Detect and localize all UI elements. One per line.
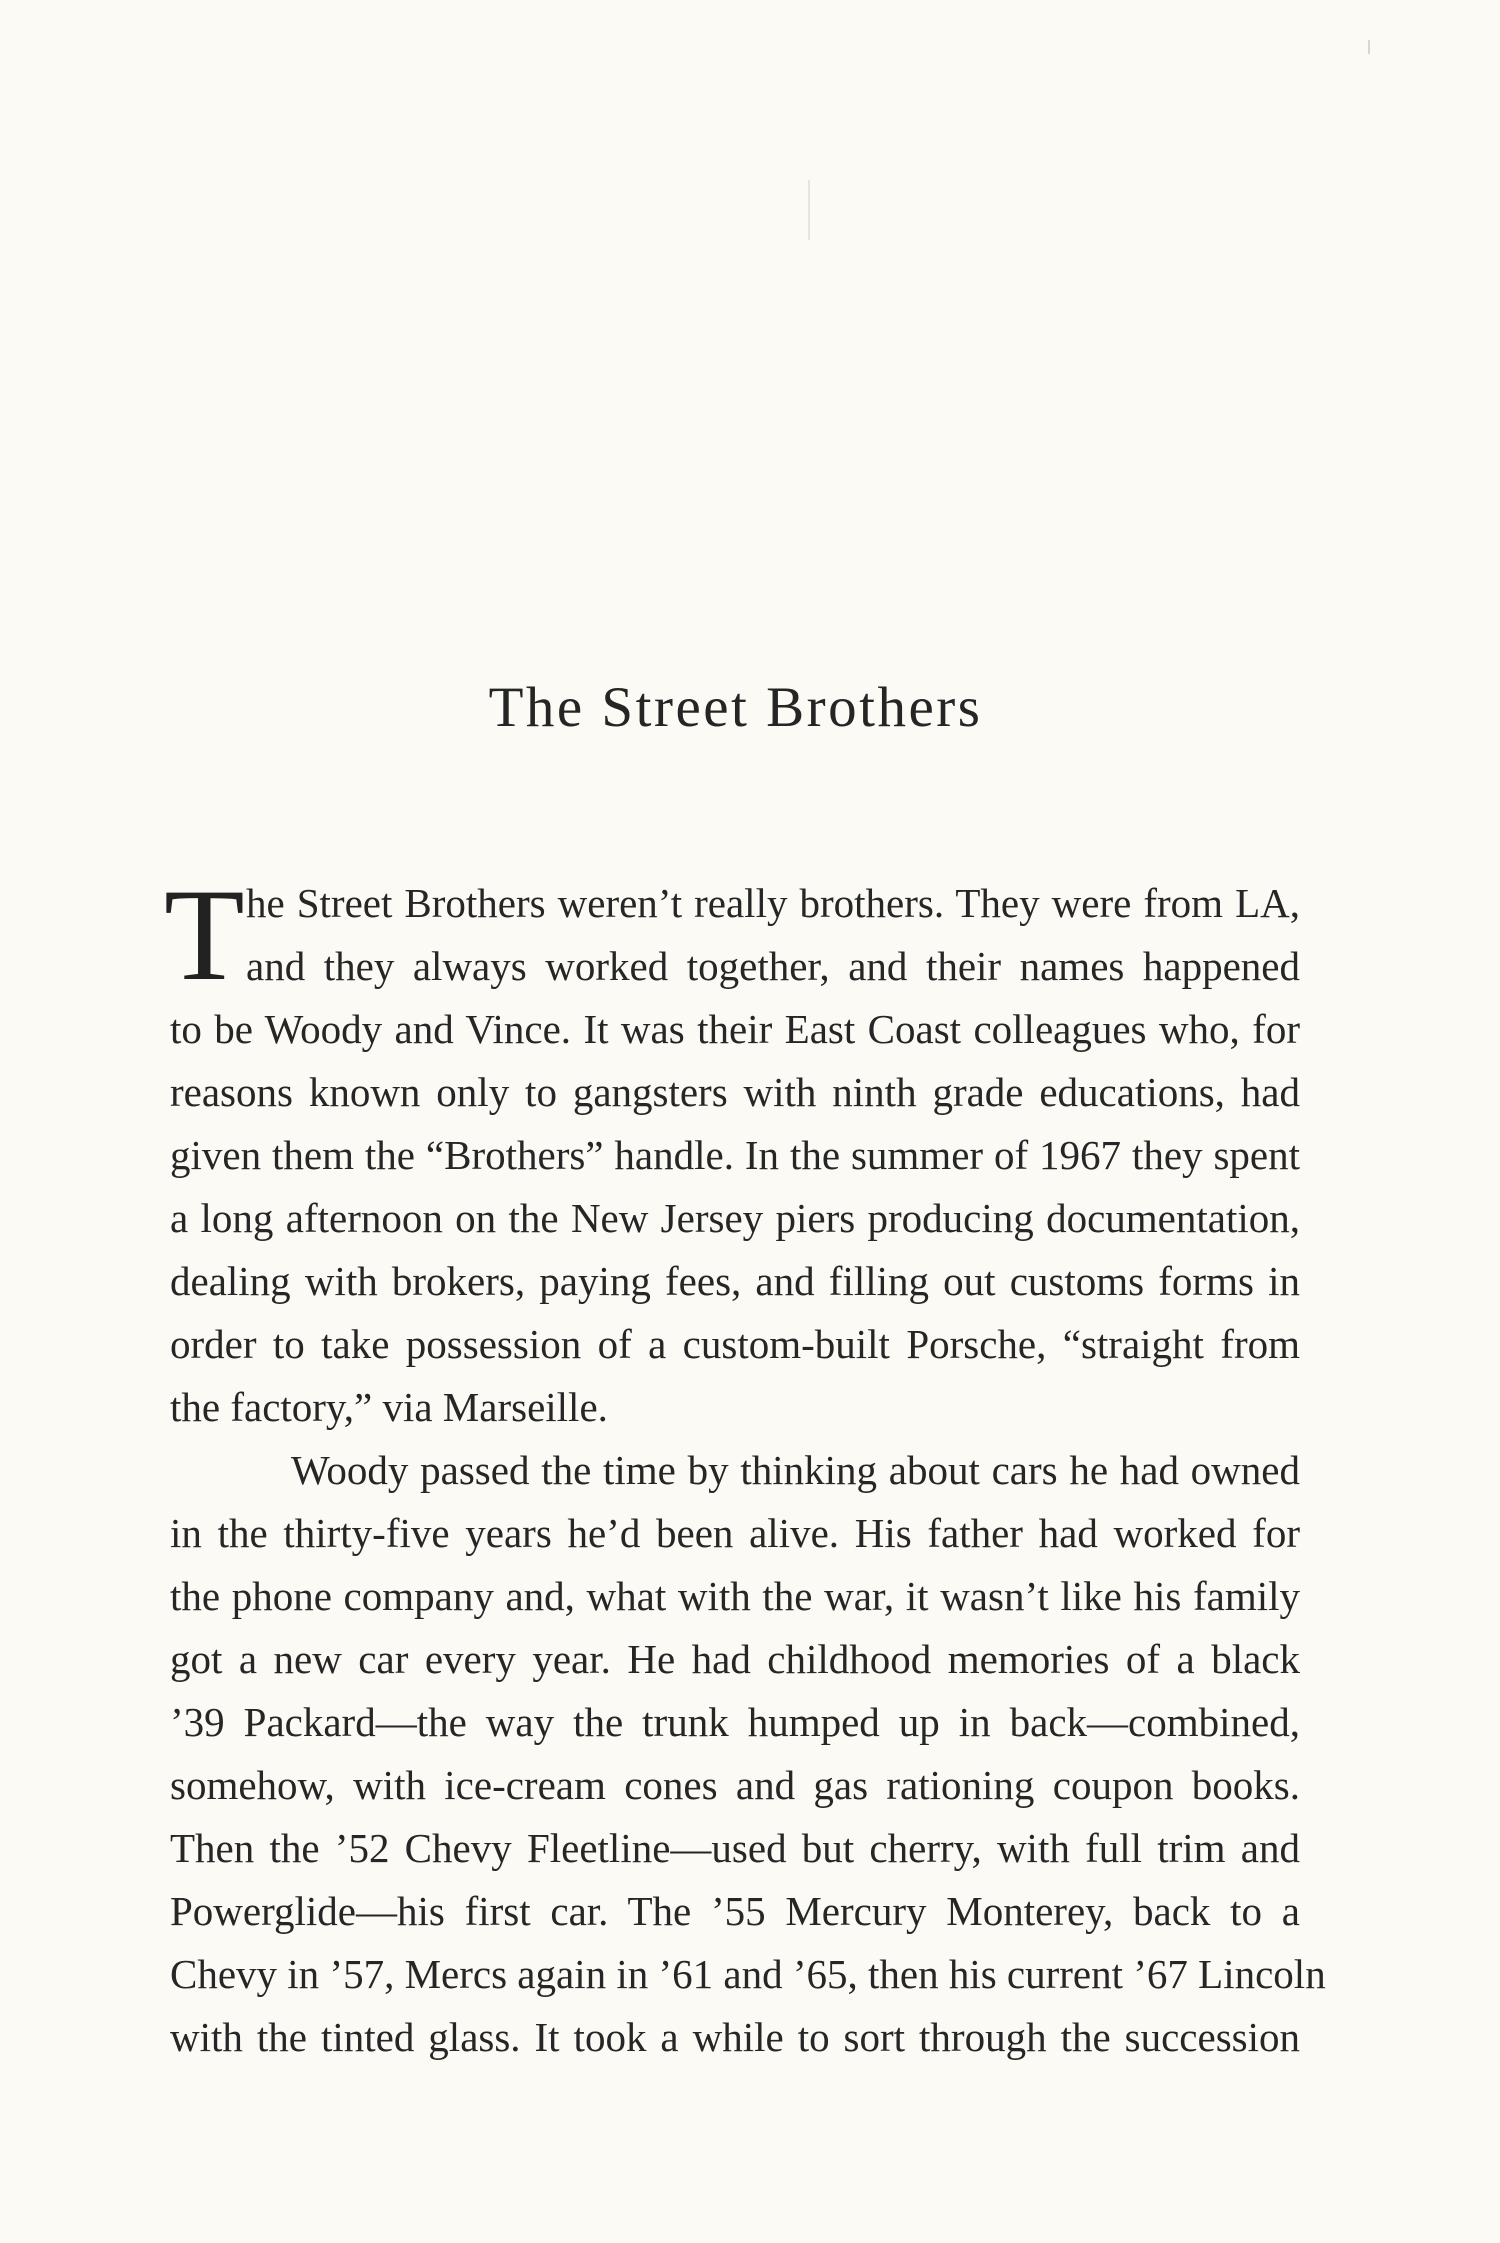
scan-speck [808, 180, 810, 240]
text-line: a long afternoon on the New Jersey piers producing documentation, [170, 1195, 1300, 1241]
paragraph-2 [170, 1439, 1326, 2069]
text-line: got a new car every year. He had childhood memories of a black [170, 1636, 1300, 1682]
chapter-body [164, 861, 1326, 2069]
text-line: and they always worked together, and their names happened [246, 943, 1300, 989]
text-line: he Street Brothers weren’t really brothers. They were from LA, [246, 880, 1300, 926]
text-line: order to take possession of a custom-built Porsche, “straight from [170, 1321, 1300, 1367]
text-line: Chevy in ’57, Mercs again in ’61 and ’65, then his current ’67 Lincoln [170, 1951, 1326, 1997]
text-line: the factory,” via Marseille. [170, 1384, 608, 1430]
text-line: in the thirty-five years he’d been alive. His father had worked for [170, 1510, 1300, 1556]
text-line: with the tinted glass. It took a while to sort through the succession [170, 2014, 1300, 2060]
paragraph-1 [164, 861, 1300, 1439]
text-line: to be Woody and Vince. It was their East Coast colleagues who, for [170, 1006, 1300, 1052]
text-line: Powerglide—his first car. The ’55 Mercury Monterey, back to a [170, 1888, 1300, 1934]
text-line: given them the “Brothers” handle. In the summer of 1967 they spent [170, 1132, 1300, 1178]
scan-speck [1368, 40, 1370, 54]
text-line: ’39 Packard—the way the trunk humped up in back—combined, [170, 1699, 1300, 1745]
text-line: somehow, with ice-cream cones and gas rationing coupon books. [170, 1762, 1300, 1808]
text-line: Woody passed the time by thinking about cars he had owned [291, 1447, 1300, 1493]
text-line: Then the ’52 Chevy Fleetline—used but cherry, with full trim and [170, 1825, 1300, 1871]
text-line: dealing with brokers, paying fees, and filling out customs forms in [170, 1258, 1300, 1304]
drop-cap: T [164, 861, 245, 1008]
chapter-title: The Street Brothers [488, 676, 983, 739]
text-line: reasons known only to gangsters with ninth grade educations, had [170, 1069, 1300, 1115]
text-line: the phone company and, what with the war, it wasn’t like his family [170, 1573, 1300, 1619]
